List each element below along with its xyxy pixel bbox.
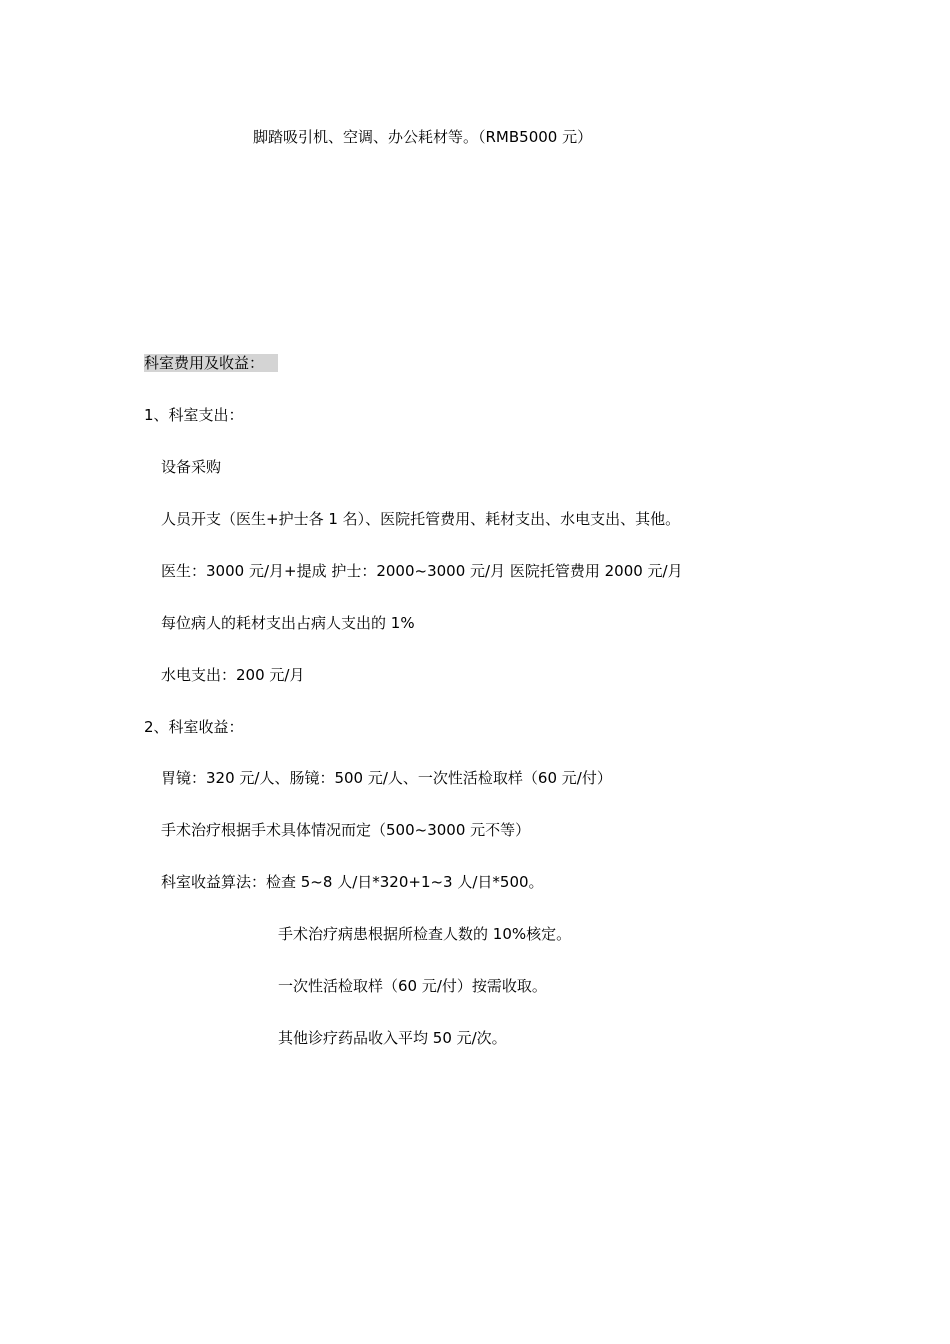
expense-heading: 1、科室支出： xyxy=(144,406,244,424)
expense-line: 水电支出：200 元/月 xyxy=(161,666,305,684)
expense-line: 设备采购 xyxy=(161,458,222,476)
income-heading: 2、科室收益： xyxy=(144,718,244,736)
expense-line: 人员开支（医生+护士各 1 名）、医院托管费用、耗材支出、水电支出、其他。 xyxy=(161,510,681,528)
section-title-text: 科室费用及收益： xyxy=(144,354,278,372)
equipment-list-line: 脚踏吸引机、空调、办公耗材等。（RMB5000 元） xyxy=(253,128,593,146)
income-line: 手术治疗根据手术具体情况而定（500~3000 元不等） xyxy=(161,821,531,839)
income-sub-line: 手术治疗病患根据所检查人数的 10%核定。 xyxy=(278,925,572,943)
income-sub-line: 其他诊疗药品收入平均 50 元/次。 xyxy=(278,1029,507,1047)
section-title xyxy=(144,353,278,373)
income-line: 科室收益算法：检查 5~8 人/日*320+1~3 人/日*500。 xyxy=(161,873,544,891)
income-line: 胃镜：320 元/人、肠镜：500 元/人、一次性活检取样（60 元/付） xyxy=(161,769,612,787)
expense-line: 每位病人的耗材支出占病人支出的 1% xyxy=(161,614,415,632)
income-sub-line: 一次性活检取样（60 元/付）按需收取。 xyxy=(278,977,547,995)
expense-line: 医生：3000 元/月+提成 护士：2000~3000 元/月 医院托管费用 2000 元/月 xyxy=(161,562,683,580)
